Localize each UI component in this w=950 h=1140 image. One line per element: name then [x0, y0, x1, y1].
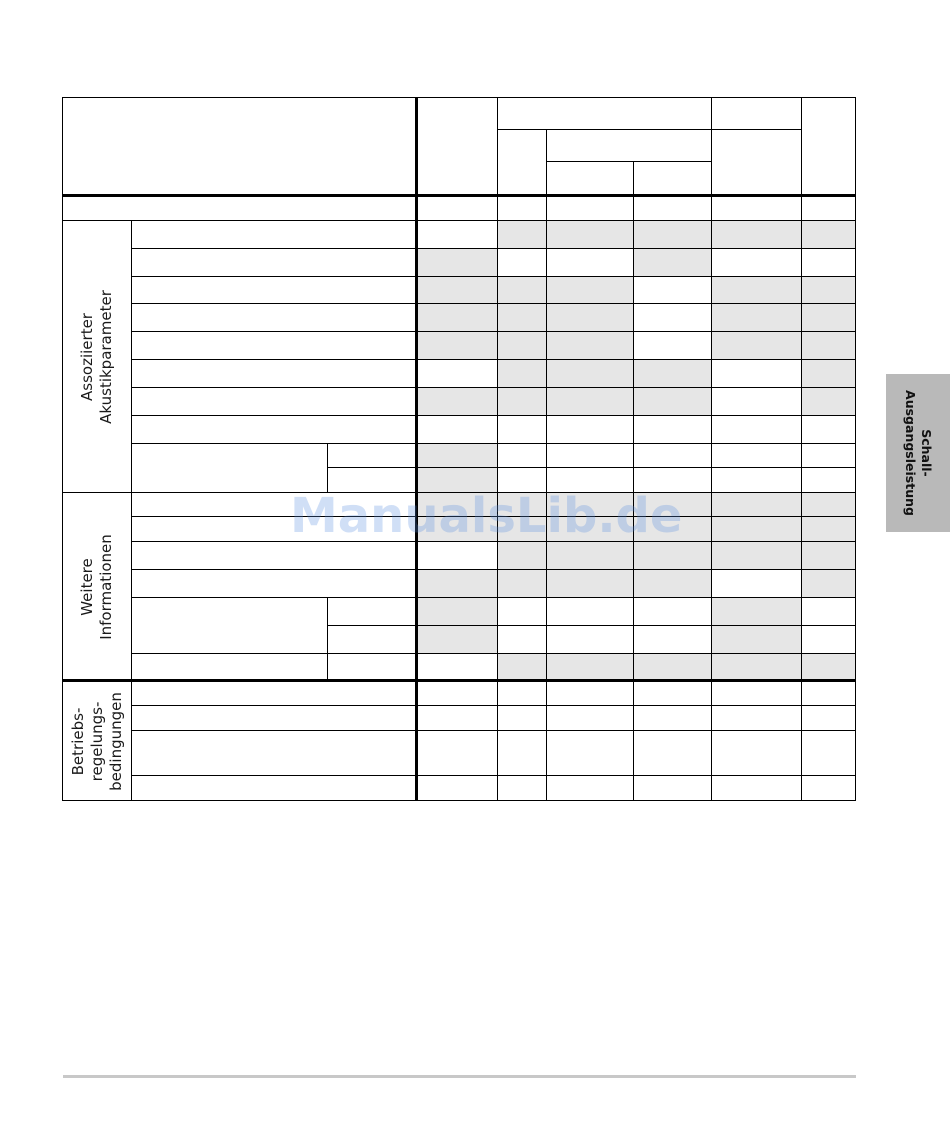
row-rule	[131, 653, 856, 654]
section-label-weitere	[64, 493, 130, 680]
row-rule	[131, 730, 856, 731]
table-cell-shaded	[711, 276, 855, 359]
table-border-top	[62, 97, 856, 98]
body-col-rule	[711, 196, 712, 801]
section-label-rule	[131, 220, 132, 801]
row-rule	[131, 387, 856, 388]
watermark: ManualsLib.de	[290, 488, 683, 544]
row-rule	[62, 220, 856, 221]
table-cell-shaded	[416, 387, 711, 415]
footer-rule	[63, 1075, 856, 1078]
table-cell-shaded	[497, 359, 711, 387]
row-rule	[131, 597, 856, 598]
table-cell-shaded	[416, 248, 497, 276]
table-cell-shaded	[801, 387, 855, 415]
row-rule	[131, 359, 856, 360]
row-rule	[327, 467, 856, 468]
row-rule	[131, 303, 856, 304]
header-rule-thick	[62, 194, 856, 197]
section-label-text: Assoziierter Akustikparameter	[78, 289, 116, 424]
body-col-rule	[801, 196, 802, 801]
section-label-text: Betriebs- regelungs- bedingungen	[68, 691, 125, 791]
row-rule	[131, 248, 856, 249]
section-label-betriebs	[64, 682, 130, 800]
table-cell-shaded	[801, 569, 855, 597]
row-rule	[327, 625, 856, 626]
table-border-right	[855, 97, 856, 801]
row-rule	[131, 415, 856, 416]
row-rule	[131, 775, 856, 776]
table-border-bottom	[62, 800, 856, 801]
row-rule	[131, 331, 856, 332]
sub-col-rule	[327, 597, 328, 681]
table-cell-shaded	[801, 359, 855, 387]
side-tab-label: Schall- Ausgangsleistung	[903, 390, 934, 516]
header-col-rule	[497, 97, 498, 195]
header-col-rule	[801, 97, 802, 195]
section-rule-thick	[62, 679, 856, 682]
column-rule-thick	[415, 97, 418, 801]
row-rule	[131, 705, 856, 706]
header-col-rule	[711, 97, 712, 195]
row-rule	[131, 569, 856, 570]
header-col-rule	[633, 161, 634, 195]
row-rule	[131, 276, 856, 277]
table-cell-shaded	[633, 248, 711, 276]
header-rule	[546, 161, 711, 162]
section-label-text: Weitere Informationen	[78, 533, 116, 640]
section-label-assoziierter	[64, 221, 130, 492]
table-cell-shaded	[416, 276, 633, 359]
table-border-left	[62, 97, 63, 801]
header-rule	[497, 129, 801, 130]
table-cell-shaded	[416, 569, 711, 597]
row-rule	[131, 443, 856, 444]
side-tab	[886, 374, 950, 532]
header-col-rule	[546, 129, 547, 195]
